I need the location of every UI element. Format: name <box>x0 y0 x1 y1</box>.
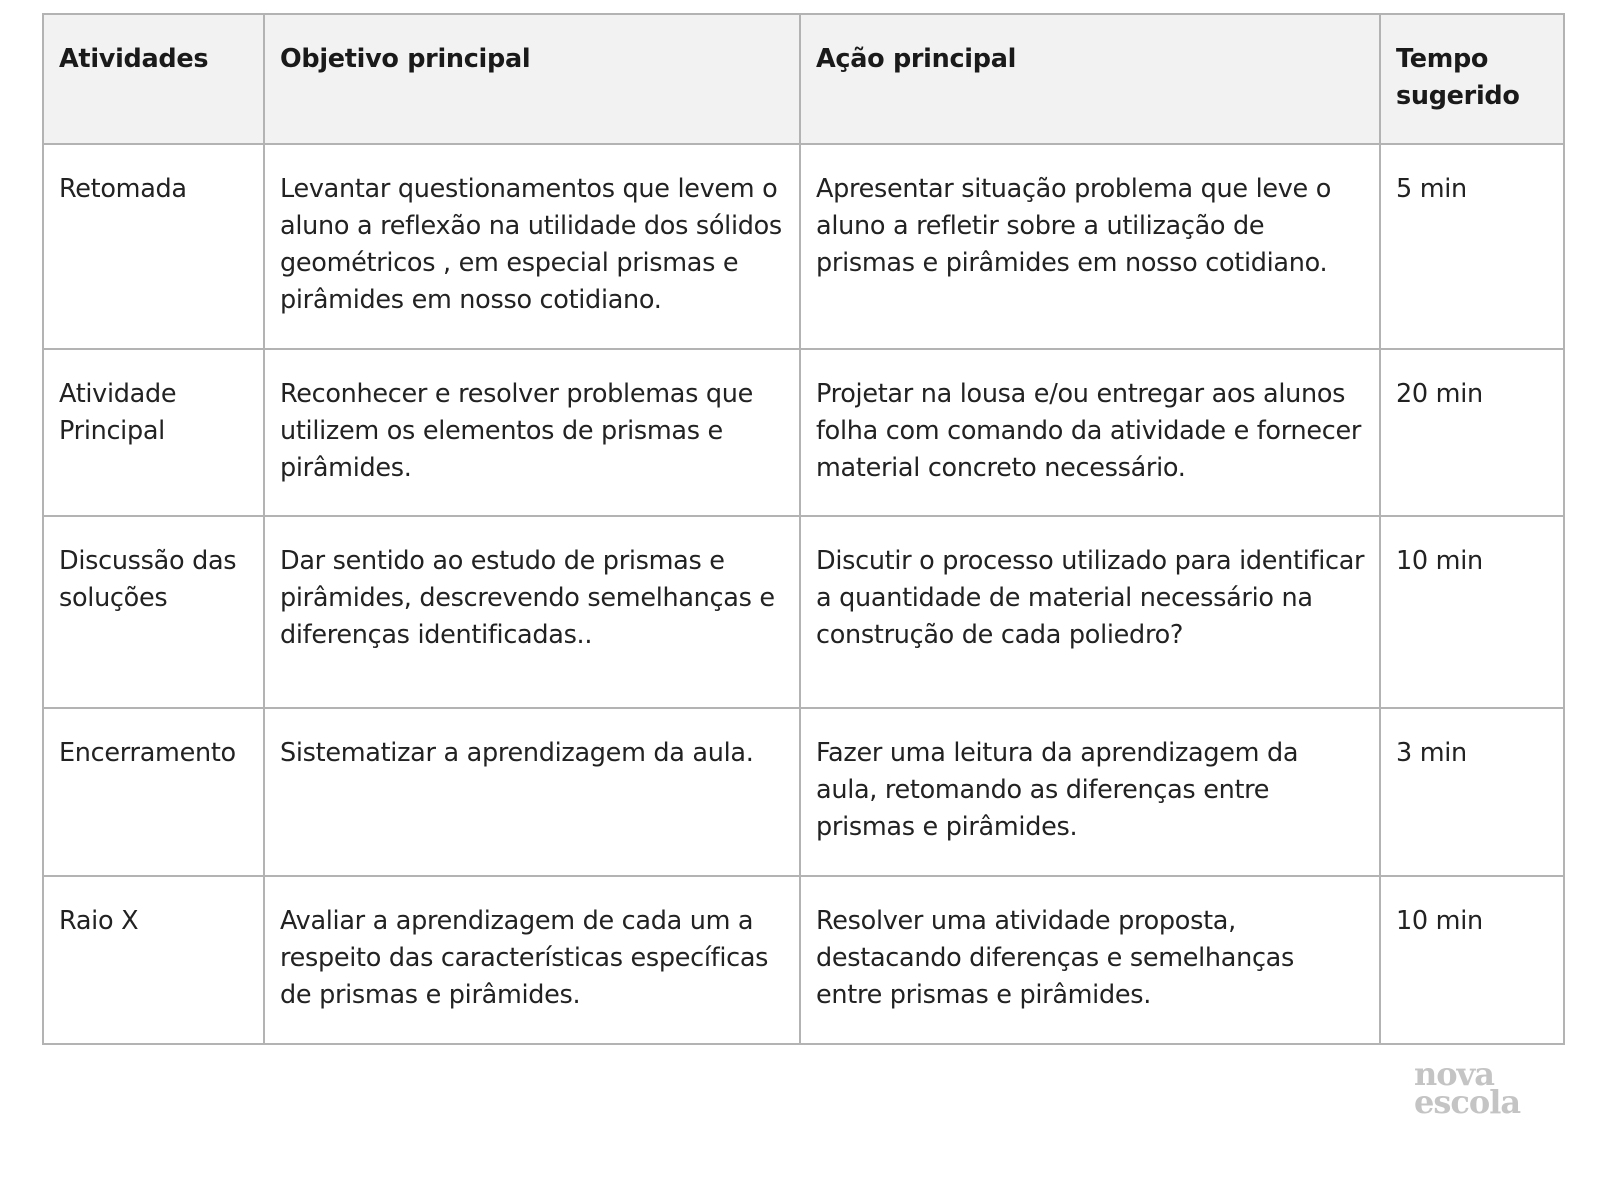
cell-activity: Raio X <box>43 876 264 1044</box>
cell-activity: Atividade Principal <box>43 349 264 516</box>
header-row <box>43 14 1564 144</box>
cell-activity: Discussão das soluções <box>43 516 264 708</box>
nova-escola-logo <box>1414 1055 1534 1121</box>
cell-time: 20 min <box>1380 349 1564 516</box>
cell-time: 10 min <box>1380 876 1564 1044</box>
cell-action: Discutir o processo utilizado para identificar a quantidade de material necessário na construção de cada poliedro? <box>800 516 1380 708</box>
header-activities: Atividades <box>43 14 264 144</box>
table-body <box>43 144 1564 1044</box>
cell-action: Fazer uma leitura da aprendizagem da aula, retomando as diferenças entre prismas e pirâmides. <box>800 708 1380 876</box>
logo-line-nova: nova <box>1414 1055 1494 1093</box>
cell-time: 3 min <box>1380 708 1564 876</box>
table-row <box>43 708 1564 876</box>
cell-objective: Levantar questionamentos que levem o aluno a reflexão na utilidade dos sólidos geométricos , em especial prismas e pirâmides em nosso cotidiano. <box>264 144 800 349</box>
table-row <box>43 349 1564 516</box>
header-suggested-time: Tempo sugerido <box>1380 14 1564 144</box>
cell-objective: Dar sentido ao estudo de prismas e pirâmides, descrevendo semelhanças e diferenças identificadas.. <box>264 516 800 708</box>
cell-time: 10 min <box>1380 516 1564 708</box>
cell-time: 5 min <box>1380 144 1564 349</box>
cell-activity: Encerramento <box>43 708 264 876</box>
cell-action: Apresentar situação problema que leve o aluno a refletir sobre a utilização de prismas e pirâmides em nosso cotidiano. <box>800 144 1380 349</box>
lesson-plan-table <box>42 13 1565 1045</box>
cell-activity: Retomada <box>43 144 264 349</box>
table-header <box>43 14 1564 144</box>
table-row <box>43 144 1564 349</box>
header-main-action: Ação principal <box>800 14 1380 144</box>
cell-objective: Reconhecer e resolver problemas que utilizem os elementos de prismas e pirâmides. <box>264 349 800 516</box>
header-main-objective: Objetivo principal <box>264 14 800 144</box>
cell-action: Resolver uma atividade proposta, destacando diferenças e semelhanças entre prismas e pirâmides. <box>800 876 1380 1044</box>
cell-action: Projetar na lousa e/ou entregar aos alunos folha com comando da atividade e fornecer material concreto necessário. <box>800 349 1380 516</box>
cell-objective: Avaliar a aprendizagem de cada um a respeito das características específicas de prismas e pirâmides. <box>264 876 800 1044</box>
table-row <box>43 876 1564 1044</box>
cell-objective: Sistematizar a aprendizagem da aula. <box>264 708 800 876</box>
table-row <box>43 516 1564 708</box>
logo-line-escola: escola <box>1414 1083 1521 1121</box>
